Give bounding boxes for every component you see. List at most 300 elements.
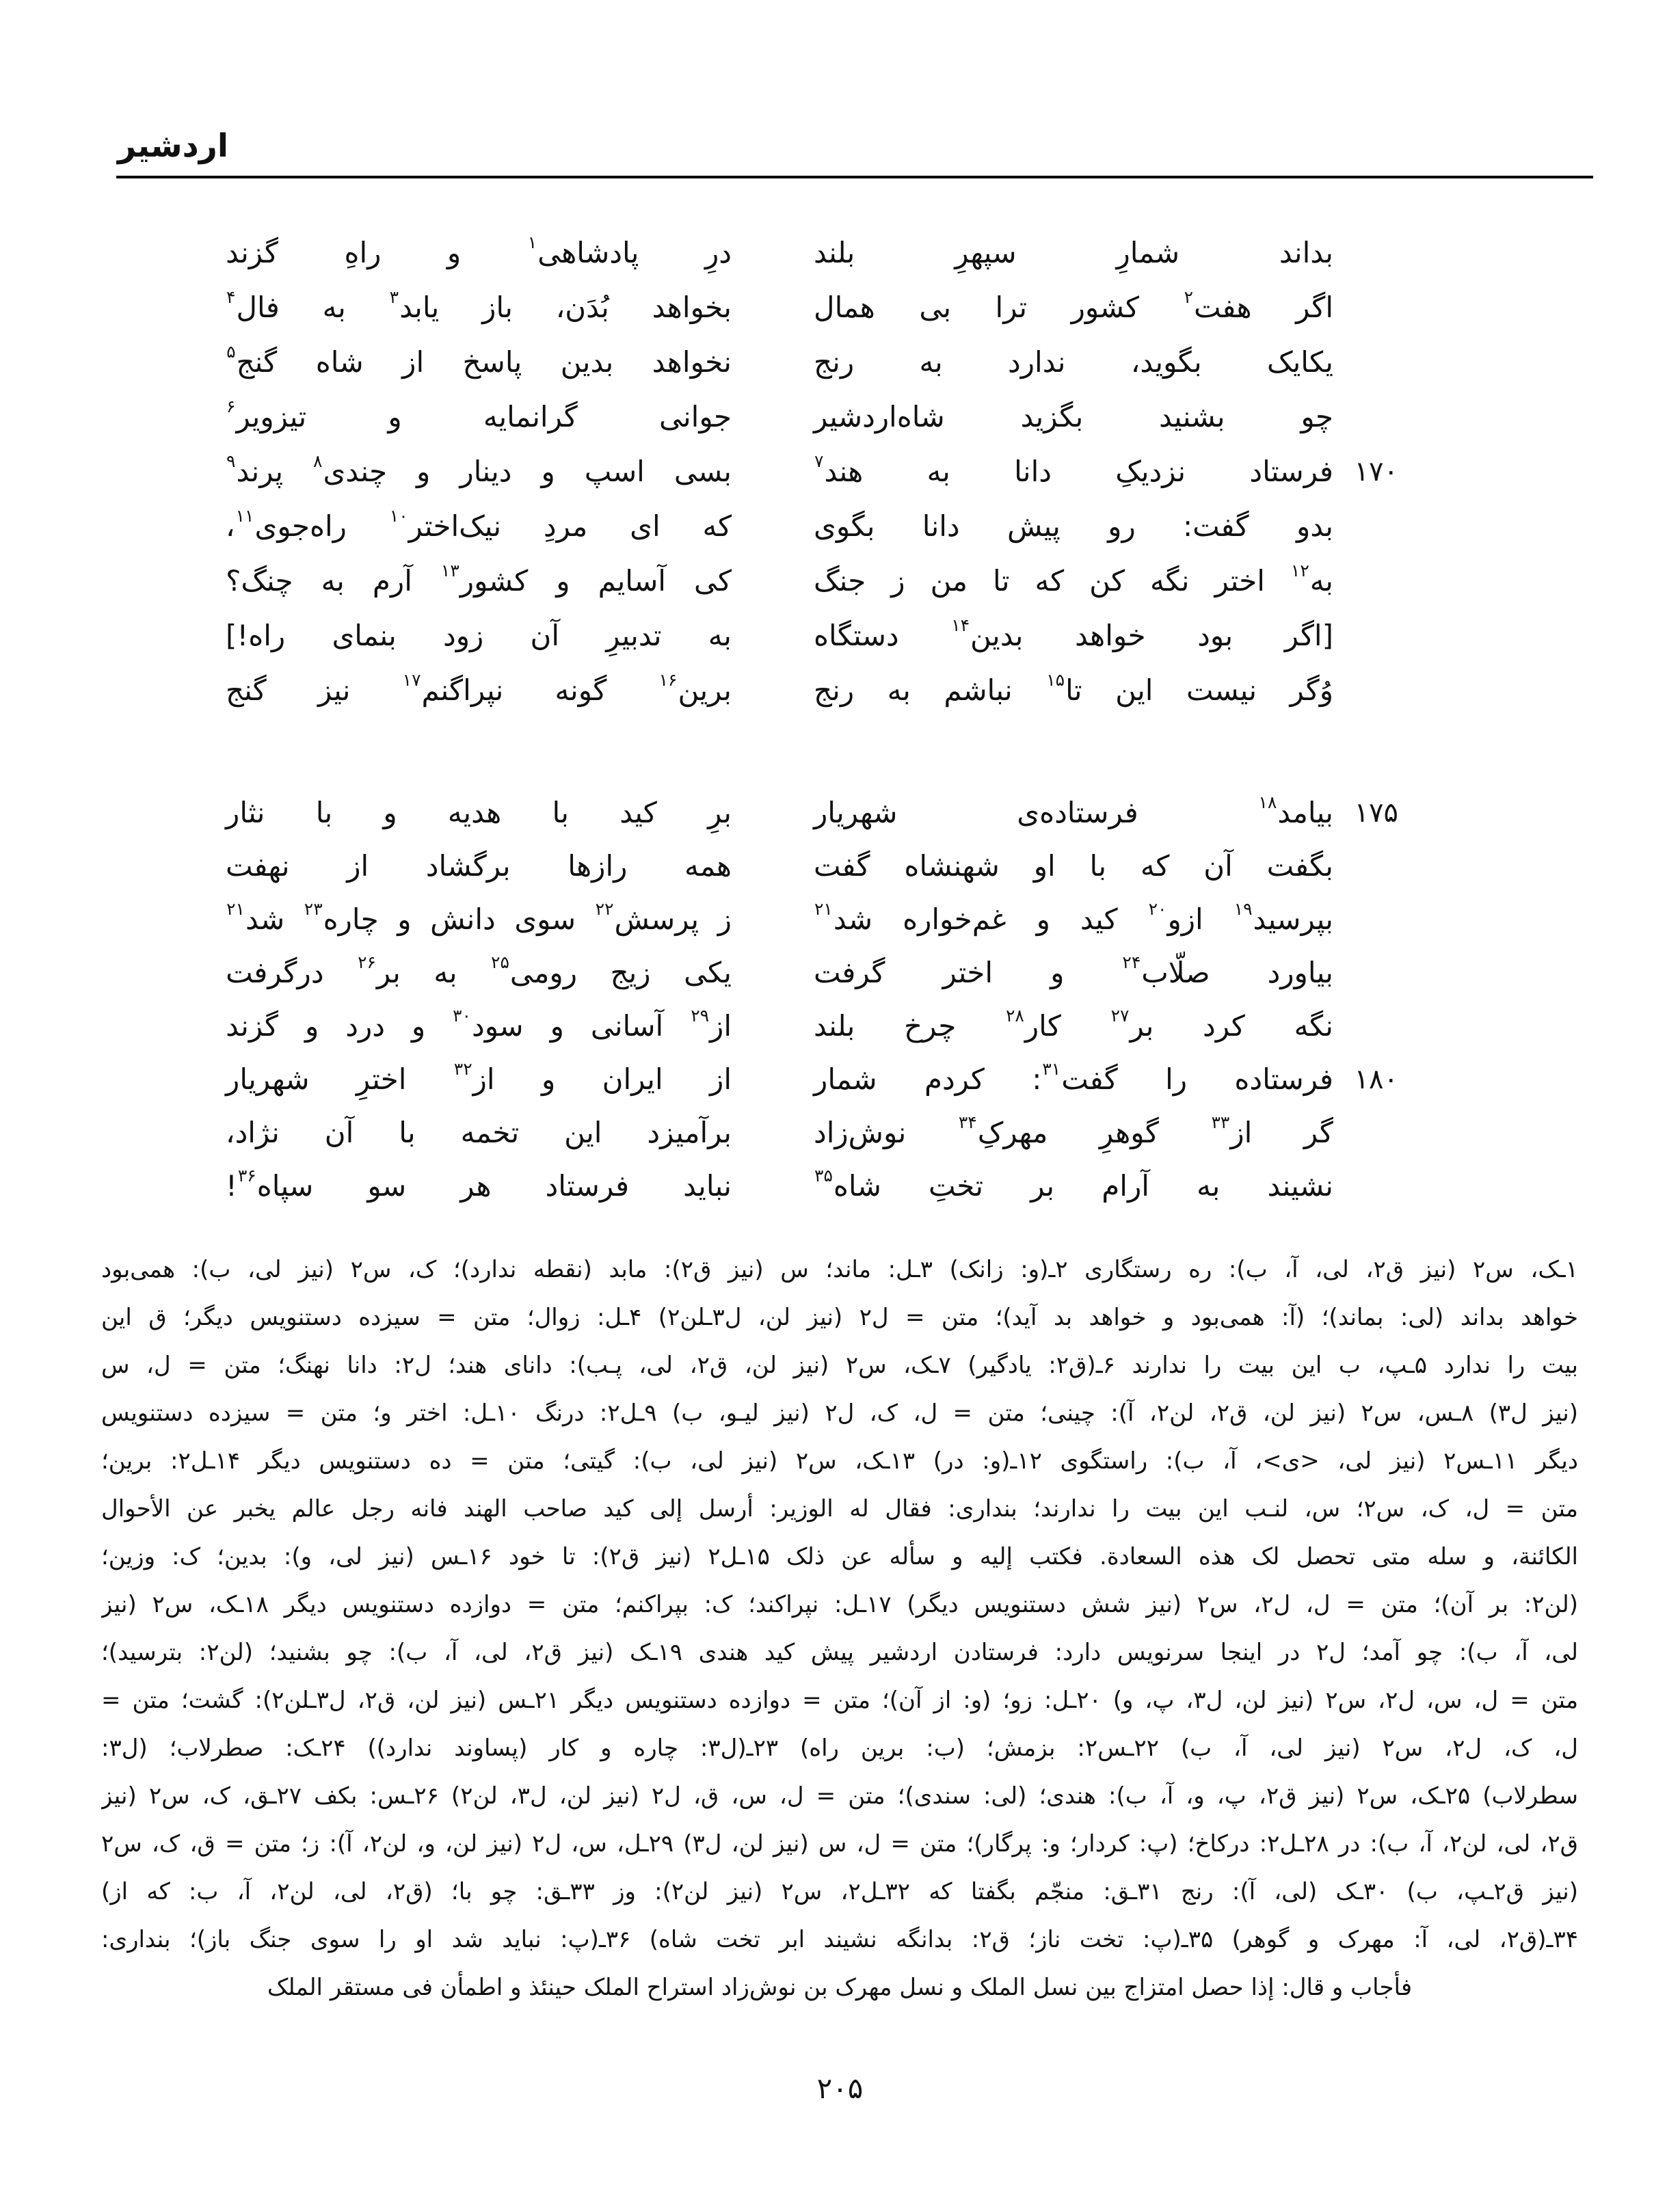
word: به — [1197, 1169, 1221, 1203]
word: اختر — [942, 956, 994, 989]
word: یکایک — [1267, 345, 1333, 379]
word: آسایم — [598, 564, 666, 598]
footnote-ref: ۱۱ — [235, 506, 254, 526]
word: چرخ — [904, 1009, 957, 1043]
word: سپهرِ — [955, 236, 1017, 269]
hemistich-right — [814, 899, 1333, 936]
word: رو — [1108, 509, 1136, 543]
word: من — [930, 564, 968, 598]
footnote-ref: ۸ — [313, 451, 323, 471]
word: سوی — [514, 902, 576, 936]
hemistich-right — [814, 345, 1333, 379]
footnote-ref: ۳۴ — [958, 1112, 977, 1132]
word: شاه — [315, 345, 364, 379]
footnote-ref: ۵ — [226, 342, 236, 362]
word: فرستاد — [545, 1169, 630, 1203]
word: گونه — [555, 673, 607, 707]
word: آرام — [1102, 1169, 1149, 1203]
word: آرم — [372, 564, 412, 598]
word: درِ — [705, 236, 732, 269]
word: مهرکِ$^{۳۴}$ — [958, 1112, 1048, 1149]
word: بر — [1030, 1169, 1055, 1203]
word: شمارِ — [1116, 236, 1180, 269]
word: نیز — [317, 673, 351, 707]
footnote-ref: ۳۵ — [814, 1166, 833, 1185]
apparatus-line: خواهد بداند (لی: بماند)؛ (آ: همی‌بود و خواهد بد آید)؛ متن = ل۲ (نیز لن، ل۳ـلن۲) ۴ـل: زوال؛ متن = سیزده دستنویس دیگر؛ ق این — [101, 1304, 1578, 1331]
word: پرند$^۹$ — [226, 451, 284, 488]
word: بلند — [814, 1009, 855, 1043]
footnote-ref: ۱۳ — [440, 561, 459, 580]
word: به$^{۱۲}$ — [1290, 561, 1333, 598]
word: و — [383, 796, 397, 829]
verse-row — [226, 499, 1398, 554]
word: و — [397, 902, 412, 936]
word: بگوید، — [1130, 345, 1202, 379]
word: شد$^{۲۱}$ — [814, 899, 873, 936]
word: از — [347, 849, 369, 883]
hemistich-left — [226, 506, 732, 543]
word: گزند — [226, 1009, 278, 1043]
word: تیزویر$^۶$ — [226, 397, 307, 433]
word: بدو — [1296, 509, 1333, 543]
word: کید — [1080, 902, 1118, 936]
word: به — [708, 619, 732, 652]
footnote-ref: ۳ — [389, 287, 399, 307]
verse-row — [226, 1053, 1398, 1106]
hemistich-right — [814, 287, 1333, 324]
word: که — [702, 509, 732, 543]
footnote-ref: ۲۹ — [691, 1006, 710, 1026]
word: کید — [619, 796, 657, 829]
word: گفت: — [1183, 509, 1249, 543]
word: رنج — [814, 345, 855, 379]
word: تدبیرِ — [606, 619, 662, 652]
word: با — [315, 796, 333, 829]
word: گزند — [226, 236, 278, 269]
word: شهریار — [226, 1062, 310, 1096]
hemistich-right — [814, 400, 1333, 433]
word: گرانمایه — [483, 400, 578, 433]
word: او — [1033, 849, 1056, 883]
verse-row — [226, 1106, 1398, 1160]
word: به — [887, 673, 911, 707]
word: گنج — [226, 673, 267, 707]
hemistich-left — [226, 621, 732, 650]
word: به — [322, 291, 346, 324]
word: شاه‌اردشیر — [814, 400, 945, 433]
word: بنمای — [332, 619, 397, 652]
apparatus-line: دیگر ۱۱ـس۲ (نیز لی، <ی>، آ، ب): راستگوی ۱۲ـ(و: در) ۱۳ـک، س۲ (نیز لی، ب): گیتی؛ متن = ده دستنویس دیگر ۱۴ـل۲: برین؛ — [101, 1447, 1578, 1475]
hemistich-right — [814, 1006, 1333, 1043]
footnote-ref: ۱۵ — [1046, 670, 1065, 690]
word: نوش‌زاد — [814, 1116, 907, 1149]
word: و — [541, 1062, 556, 1096]
verse-row — [226, 280, 1398, 335]
word: فرستاد — [1249, 455, 1333, 488]
word: پیش — [1006, 509, 1061, 543]
word: بیامد$^{۱۸}$ — [1258, 792, 1333, 829]
hemistich-right — [814, 509, 1333, 543]
hemistich-left — [226, 849, 732, 883]
hemistich-left — [226, 1059, 732, 1096]
verse-row — [226, 390, 1398, 444]
footnote-ref: ۶ — [226, 397, 236, 416]
word: از — [710, 1062, 732, 1096]
word: بر$^{۲۷}$ — [1110, 1006, 1154, 1043]
word: بگوی — [814, 509, 875, 543]
footnote-ref: ۲۰ — [1148, 899, 1167, 919]
word: گنج$^۵$ — [226, 342, 278, 379]
hemistich-left — [226, 670, 732, 707]
word: بسی — [674, 455, 732, 488]
word: از$^{۲۹}$ — [691, 1006, 732, 1043]
footnote-ref: ۱۸ — [1258, 792, 1277, 812]
word: برین$^{۱۶}$ — [658, 670, 732, 707]
word: دانا — [1014, 455, 1052, 488]
hemistich-right — [814, 952, 1333, 989]
hemistich-left — [226, 451, 732, 488]
word: یکی — [684, 956, 732, 989]
word: درگرفت — [226, 956, 324, 989]
footnote-ref: ۲۱ — [814, 899, 833, 919]
footnote-ref: ۲۲ — [595, 899, 614, 919]
word: نباید — [683, 1169, 732, 1203]
word: این — [564, 1116, 602, 1149]
footnote-ref: ۳۲ — [453, 1059, 472, 1079]
word: اگر — [1296, 291, 1333, 324]
word: تخمه — [460, 1116, 520, 1149]
footnote-ref: ۱۹ — [1234, 899, 1253, 919]
word: بُدَن، — [555, 291, 609, 324]
word: ترا — [995, 291, 1028, 324]
word: برآمیزد — [647, 1116, 732, 1149]
footnote-ref: ۲۵ — [491, 952, 509, 972]
footnote-ref: ۲۸ — [1005, 1006, 1024, 1026]
word: بدین$^{۱۴}$ — [951, 615, 1024, 652]
word: آن — [324, 1116, 354, 1149]
hemistich-left — [226, 397, 732, 433]
word: راه‌جوی$^{۱۱}$، — [226, 506, 347, 543]
word: برِ — [708, 796, 732, 829]
word: را — [1165, 1062, 1188, 1096]
word: صلّاب$^{۲۴}$ — [1122, 952, 1210, 989]
word: شد$^{۲۱}$ — [226, 899, 285, 936]
word: گوهرِ — [1099, 1116, 1159, 1149]
word: و — [541, 455, 555, 488]
word: آن — [530, 619, 560, 652]
word: گر — [1303, 1116, 1333, 1149]
word: ایران — [602, 1062, 663, 1096]
verse-row — [226, 554, 1398, 608]
word: ز — [891, 564, 905, 598]
word: نثار — [226, 796, 265, 829]
footnote-ref: ۹ — [226, 451, 236, 471]
hemistich-left — [226, 287, 732, 324]
word: اخترِ — [356, 1062, 407, 1096]
word: رنج — [814, 673, 855, 707]
word: پاسخ — [462, 345, 522, 379]
word: بود — [1197, 619, 1234, 652]
word: کار$^{۲۸}$ — [1005, 1006, 1061, 1043]
word: کشور — [1071, 291, 1140, 324]
hemistich-right — [814, 670, 1333, 707]
hemistich-left — [226, 1006, 732, 1043]
word: دینار — [459, 455, 512, 488]
verse-row — [226, 893, 1398, 946]
word: نگه — [1294, 1009, 1333, 1043]
word: تختِ — [929, 1169, 984, 1203]
footnote-ref: ۴ — [226, 287, 236, 307]
apparatus — [101, 1246, 1578, 2011]
word: اختر — [1214, 564, 1265, 598]
word: دانا — [922, 509, 960, 543]
hemistich-right — [814, 849, 1333, 883]
hemistich-right — [814, 615, 1333, 652]
footnote-ref: ۱۷ — [402, 670, 421, 690]
footnote-ref: ۳۰ — [453, 1006, 472, 1026]
word: از$^{۳۲}$ — [453, 1059, 495, 1096]
verse-number: ۱۷۵ — [1354, 797, 1398, 829]
word: هفت$^۲$ — [1184, 287, 1252, 324]
word: بدین — [560, 345, 614, 379]
word: راهِ — [344, 236, 382, 269]
word: تا$^{۱۵}$ — [1046, 670, 1082, 707]
apparatus-line: متن = ل، ک، س۲؛ س، لنـب این بیت را ندارند؛ بنداری: فقال له الوزیر: أرسل إلی کید صاحب الهند فانه رجل عالم یخبر عن الأحوال — [101, 1495, 1578, 1523]
word: همال — [814, 291, 875, 324]
footnote-ref: ۳۳ — [1211, 1112, 1230, 1132]
word: تا — [993, 564, 1010, 598]
apparatus-line: (نیز ق۲ـپ، ب) ۳۰ـک (لی، آ): رنج ۳۱ـق: منجّم بگفتا که ۳۲ـل۲، س۲ (نیز لن۲): وز ۳۳ـق: چو با؛ (ق۲، لی، لن۲، آ، ب: که از) — [101, 1878, 1578, 1905]
word: آن — [1203, 849, 1233, 883]
word: و — [1050, 956, 1065, 989]
hemistich-left — [226, 561, 732, 598]
apparatus-line: لی، آ، ب): چو آمد؛ ل۲ در اینجا سرنویس دارد: فرستادن اردشیر پیش کید هندی ۱۹ـک (نیز ق۲، لی، آ، ب): چو بشنید؛ (لن۲: بترسید)؛ — [101, 1639, 1578, 1666]
verse-row — [226, 1160, 1398, 1213]
word: اسپ — [584, 455, 645, 488]
word: کردم — [924, 1062, 985, 1096]
word: نخواهد — [652, 345, 732, 379]
word: نپراگنم$^{۱۷}$ — [402, 670, 504, 707]
poem — [226, 226, 1398, 1213]
hemistich-right — [814, 236, 1333, 269]
word: دانش — [430, 902, 496, 936]
word: کرد — [1203, 1009, 1245, 1043]
word: نیک‌اختر$^{۱۰}$ — [389, 506, 502, 543]
word: خواهد — [1075, 619, 1146, 652]
verse-row — [226, 226, 1398, 280]
word: گرفت — [814, 956, 885, 989]
word: نشیند — [1267, 1169, 1333, 1203]
word: برگشاد — [425, 849, 511, 883]
footnote-ref: ۲۴ — [1122, 952, 1141, 972]
word: و — [556, 564, 570, 598]
word: به — [919, 345, 943, 379]
word: بگزید — [1020, 400, 1084, 433]
word: نهفت — [226, 849, 290, 883]
verse-row — [226, 608, 1398, 663]
hemistich-left — [226, 796, 732, 829]
hemistich-right — [814, 451, 1333, 488]
word: بی — [919, 291, 952, 324]
word: پادشاهی$^۱$ — [527, 232, 639, 269]
header-rule — [116, 176, 1593, 178]
word: رومی$^{۲۵}$ — [491, 952, 577, 989]
apparatus-line: (لن۲: بر آن)؛ متن = ل، ل۲، س۲ (نیز شش دستنویس دیگر) ۱۷ـل: نپراکند؛ ک: بپراکنم؛ متن = دوازده دستنویس دیگر ۱۸ـک، س۲ (نیز — [101, 1591, 1578, 1618]
word: و — [411, 1009, 426, 1043]
verse-row — [226, 840, 1398, 893]
word: درد — [345, 1009, 385, 1043]
word: سپاه$^{۳۶}$! — [226, 1166, 314, 1203]
word: ای — [630, 509, 661, 543]
word: بداند — [1279, 236, 1333, 269]
word: مردِ — [543, 509, 588, 543]
apparatus-line: ۱ـک، س۲ (نیز ق۲، لی، آ، ب): ره رستگاری ۲ـ(و: زانک) ۳ـل: ماند؛ س (نیز ق۲): مابد (نقطه ندارد)؛ ک، س۲ (نیز لی، ب): همی‌بود — [101, 1256, 1578, 1283]
word: ازو$^{۲۰}$ — [1148, 899, 1203, 936]
hemistich-left — [226, 232, 732, 269]
word: بر$^{۲۶}$ — [358, 952, 401, 989]
verse-number: ۱۸۰ — [1354, 1064, 1398, 1095]
hemistich-right — [814, 561, 1333, 598]
apparatus-line: (نیز ل۳) ۸ـس، س۲ (نیز لن، ق۲، لن۲، آ): چینی؛ متن = ل، ک، ل۲ (نیز لیـو، ب) ۹ـل۲: درنگ ۱۰ـل: اختر و؛ متن = سیزده دستنویس — [101, 1399, 1578, 1427]
word: نگه — [1150, 564, 1190, 598]
hemistich-left — [226, 1118, 732, 1147]
hemistich-right — [814, 1059, 1333, 1096]
word: و — [1036, 902, 1050, 936]
apparatus-line: ق۲، لی، لن۲، آ، ب): در ۲۸ـل۲: درکاخ؛ (پ: کردار؛ و: پرگار)؛ متن = ل، س (نیز لن، ل۳) ۲۹ـل، س، ل۲ (نیز لن، و، لن۲، آ): ز؛ متن = ق، ک، س۲ — [101, 1830, 1578, 1858]
word: به — [434, 956, 457, 989]
footnote-ref: ۳۶ — [237, 1166, 256, 1185]
word: کشور$^{۱۳}$ — [440, 561, 529, 598]
word: یابد$^۳$ — [389, 287, 440, 324]
footnote-ref: ۲۶ — [358, 952, 376, 972]
word: چاره$^{۲۳}$ — [304, 899, 379, 936]
word: کی — [693, 564, 732, 598]
footnote-ref: ۲ — [1184, 287, 1193, 307]
word: گفت$^{۳۱}$: — [1032, 1059, 1118, 1096]
word: گفت — [814, 849, 870, 883]
word: که — [1140, 849, 1170, 883]
word: سود$^{۳۰}$ — [453, 1006, 524, 1043]
poem-block — [226, 226, 1398, 718]
word: ندارد — [1008, 345, 1066, 379]
hemistich-left — [226, 342, 732, 379]
footnote-ref: ۲۷ — [1110, 1006, 1130, 1026]
hemistich-right — [814, 1166, 1333, 1203]
word: بگفت — [1266, 849, 1333, 883]
word: و — [416, 455, 431, 488]
word: فال$^۴$ — [226, 287, 280, 324]
word: سو — [367, 1169, 407, 1203]
word: بشنید — [1159, 400, 1225, 433]
word: با — [1089, 849, 1107, 883]
apparatus-line: بیت را ندارد ۵ـپ، ب این بیت را ندارند ۶ـ(ق۲: یادگیر) ۷ـک، س۲ (نیز لن، ق۲، لی، پـب): دانای هند؛ ل۲: دانا نهنگ؛ متن = ل، س — [101, 1352, 1578, 1379]
hemistich-right — [814, 1112, 1333, 1149]
running-head: اردشیر — [118, 127, 228, 165]
word: نژاد، — [226, 1116, 280, 1149]
word: فرستاده‌ی — [1017, 796, 1138, 829]
word: هدیه — [447, 796, 502, 829]
footnote-ref: ۷ — [814, 451, 824, 471]
word: و — [304, 1009, 319, 1043]
footnote-ref: ۱۲ — [1290, 561, 1309, 580]
word: شهریار — [814, 796, 898, 829]
word: و — [550, 1009, 564, 1043]
poem-block — [226, 786, 1398, 1213]
word: دستگاه — [814, 619, 899, 652]
word: رازها — [568, 849, 628, 883]
footnote-ref: ۱۴ — [951, 615, 970, 635]
word: به — [321, 564, 345, 598]
verse-row — [226, 786, 1398, 840]
apparatus-line: الکائنة، و سله متی تحصل لک هذه السعادة. فکتب إلیه و سأله عن ذلک ۱۵ـل۲ (نیز ق۲): تا خود ۱۶ـس (نیز لی، و): بدین؛ ک: وزین؛ — [101, 1543, 1578, 1570]
word: نیست — [1186, 673, 1257, 707]
word: این — [1115, 673, 1154, 707]
verse-row — [226, 444, 1398, 499]
hemistich-left — [226, 1166, 732, 1203]
hemistich-right — [814, 792, 1333, 829]
word: که — [1035, 564, 1065, 598]
word: از — [402, 345, 425, 379]
word: بیاورد — [1267, 956, 1333, 989]
word: راه!] — [226, 619, 286, 652]
word: چندی$^۸$ — [313, 451, 388, 488]
word: جوانی — [658, 400, 732, 433]
footnote-ref: ۲۱ — [226, 899, 245, 919]
word: نزدیکِ — [1115, 455, 1186, 488]
word: زیج — [610, 956, 651, 989]
apparatus-line: سطرلاب) ۲۵ـک، س۲ (نیز ق۲، پ، و، آ، ب): هندی؛ (لی: سندی)؛ متن = ل، س، ق، ل۲ (نیز لن، ل۳، لن۲) ۲۶ـس: بکف ۲۷ـق، ک، س۲ (نیز — [101, 1782, 1578, 1810]
word: غم‌خواره — [903, 902, 1006, 936]
apparatus-line: متن = ل، س، ل۲، س۲ (نیز لن، ل۳، پ، و) ۲۰ـل: زو؛ (و: از آن)؛ متن = دوازده دستنویس دیگر ۲۱ـس (نیز لن، ق۲، ل۳ـلن۲): گشت؛ متن = — [101, 1687, 1578, 1714]
footnote-ref: ۱۶ — [658, 670, 678, 690]
word: جنگ — [814, 564, 866, 598]
page-number: ۲۰۵ — [816, 2072, 864, 2105]
hemistich-left — [226, 899, 732, 936]
word: چو — [1301, 400, 1333, 433]
footnote-ref: ۳۱ — [1042, 1059, 1061, 1079]
hemistich-left — [226, 952, 732, 989]
apparatus-line: فأجاب و قال: إذا حصل امتزاج بین نسل الملک و نسل مهرک بن نوش‌زاد استراح الملک حینئذ و اطمأن فی مستقر الملک — [267, 1974, 1413, 2001]
word: بخواهد — [652, 291, 732, 324]
word: بپرسید$^{۱۹}$ — [1234, 899, 1333, 936]
word: باز — [482, 291, 513, 324]
word: کن — [1089, 564, 1125, 598]
word: پرسش$^{۲۲}$ — [595, 899, 699, 936]
word: شهنشاه — [904, 849, 1000, 883]
word: به — [926, 455, 950, 488]
footnote-ref: ۱۰ — [389, 506, 408, 526]
word: شمار — [814, 1062, 877, 1096]
word: و — [446, 236, 462, 269]
footnote-ref: ۲۳ — [304, 899, 323, 919]
word: وُگر — [1290, 673, 1333, 707]
verse-row — [226, 663, 1398, 718]
word: چنگ؟ — [226, 564, 293, 598]
word: فرستاده — [1234, 1062, 1333, 1096]
verse-row — [226, 946, 1398, 1000]
footnote-ref: ۱ — [527, 232, 537, 252]
word: همه — [684, 849, 732, 883]
word: و — [388, 400, 402, 433]
word: ز — [717, 902, 732, 936]
word: نباشم — [944, 673, 1013, 707]
word: شاه$^{۳۵}$ — [814, 1166, 881, 1203]
apparatus-line: ل، ک، ل۲، س۲ (نیز لی، آ، ب) ۲۲ـس۲: بزمش؛ (ب: برین راه) ۲۳ـ(ل۳: چاره و کار (پساوند ندارد)) ۲۴ـک: صطرلاب؛ (ل۳: — [101, 1734, 1578, 1762]
word: آسانی — [590, 1009, 664, 1043]
verse-row — [226, 335, 1398, 390]
word: [اگر — [1284, 619, 1333, 652]
word: هر — [460, 1169, 492, 1203]
